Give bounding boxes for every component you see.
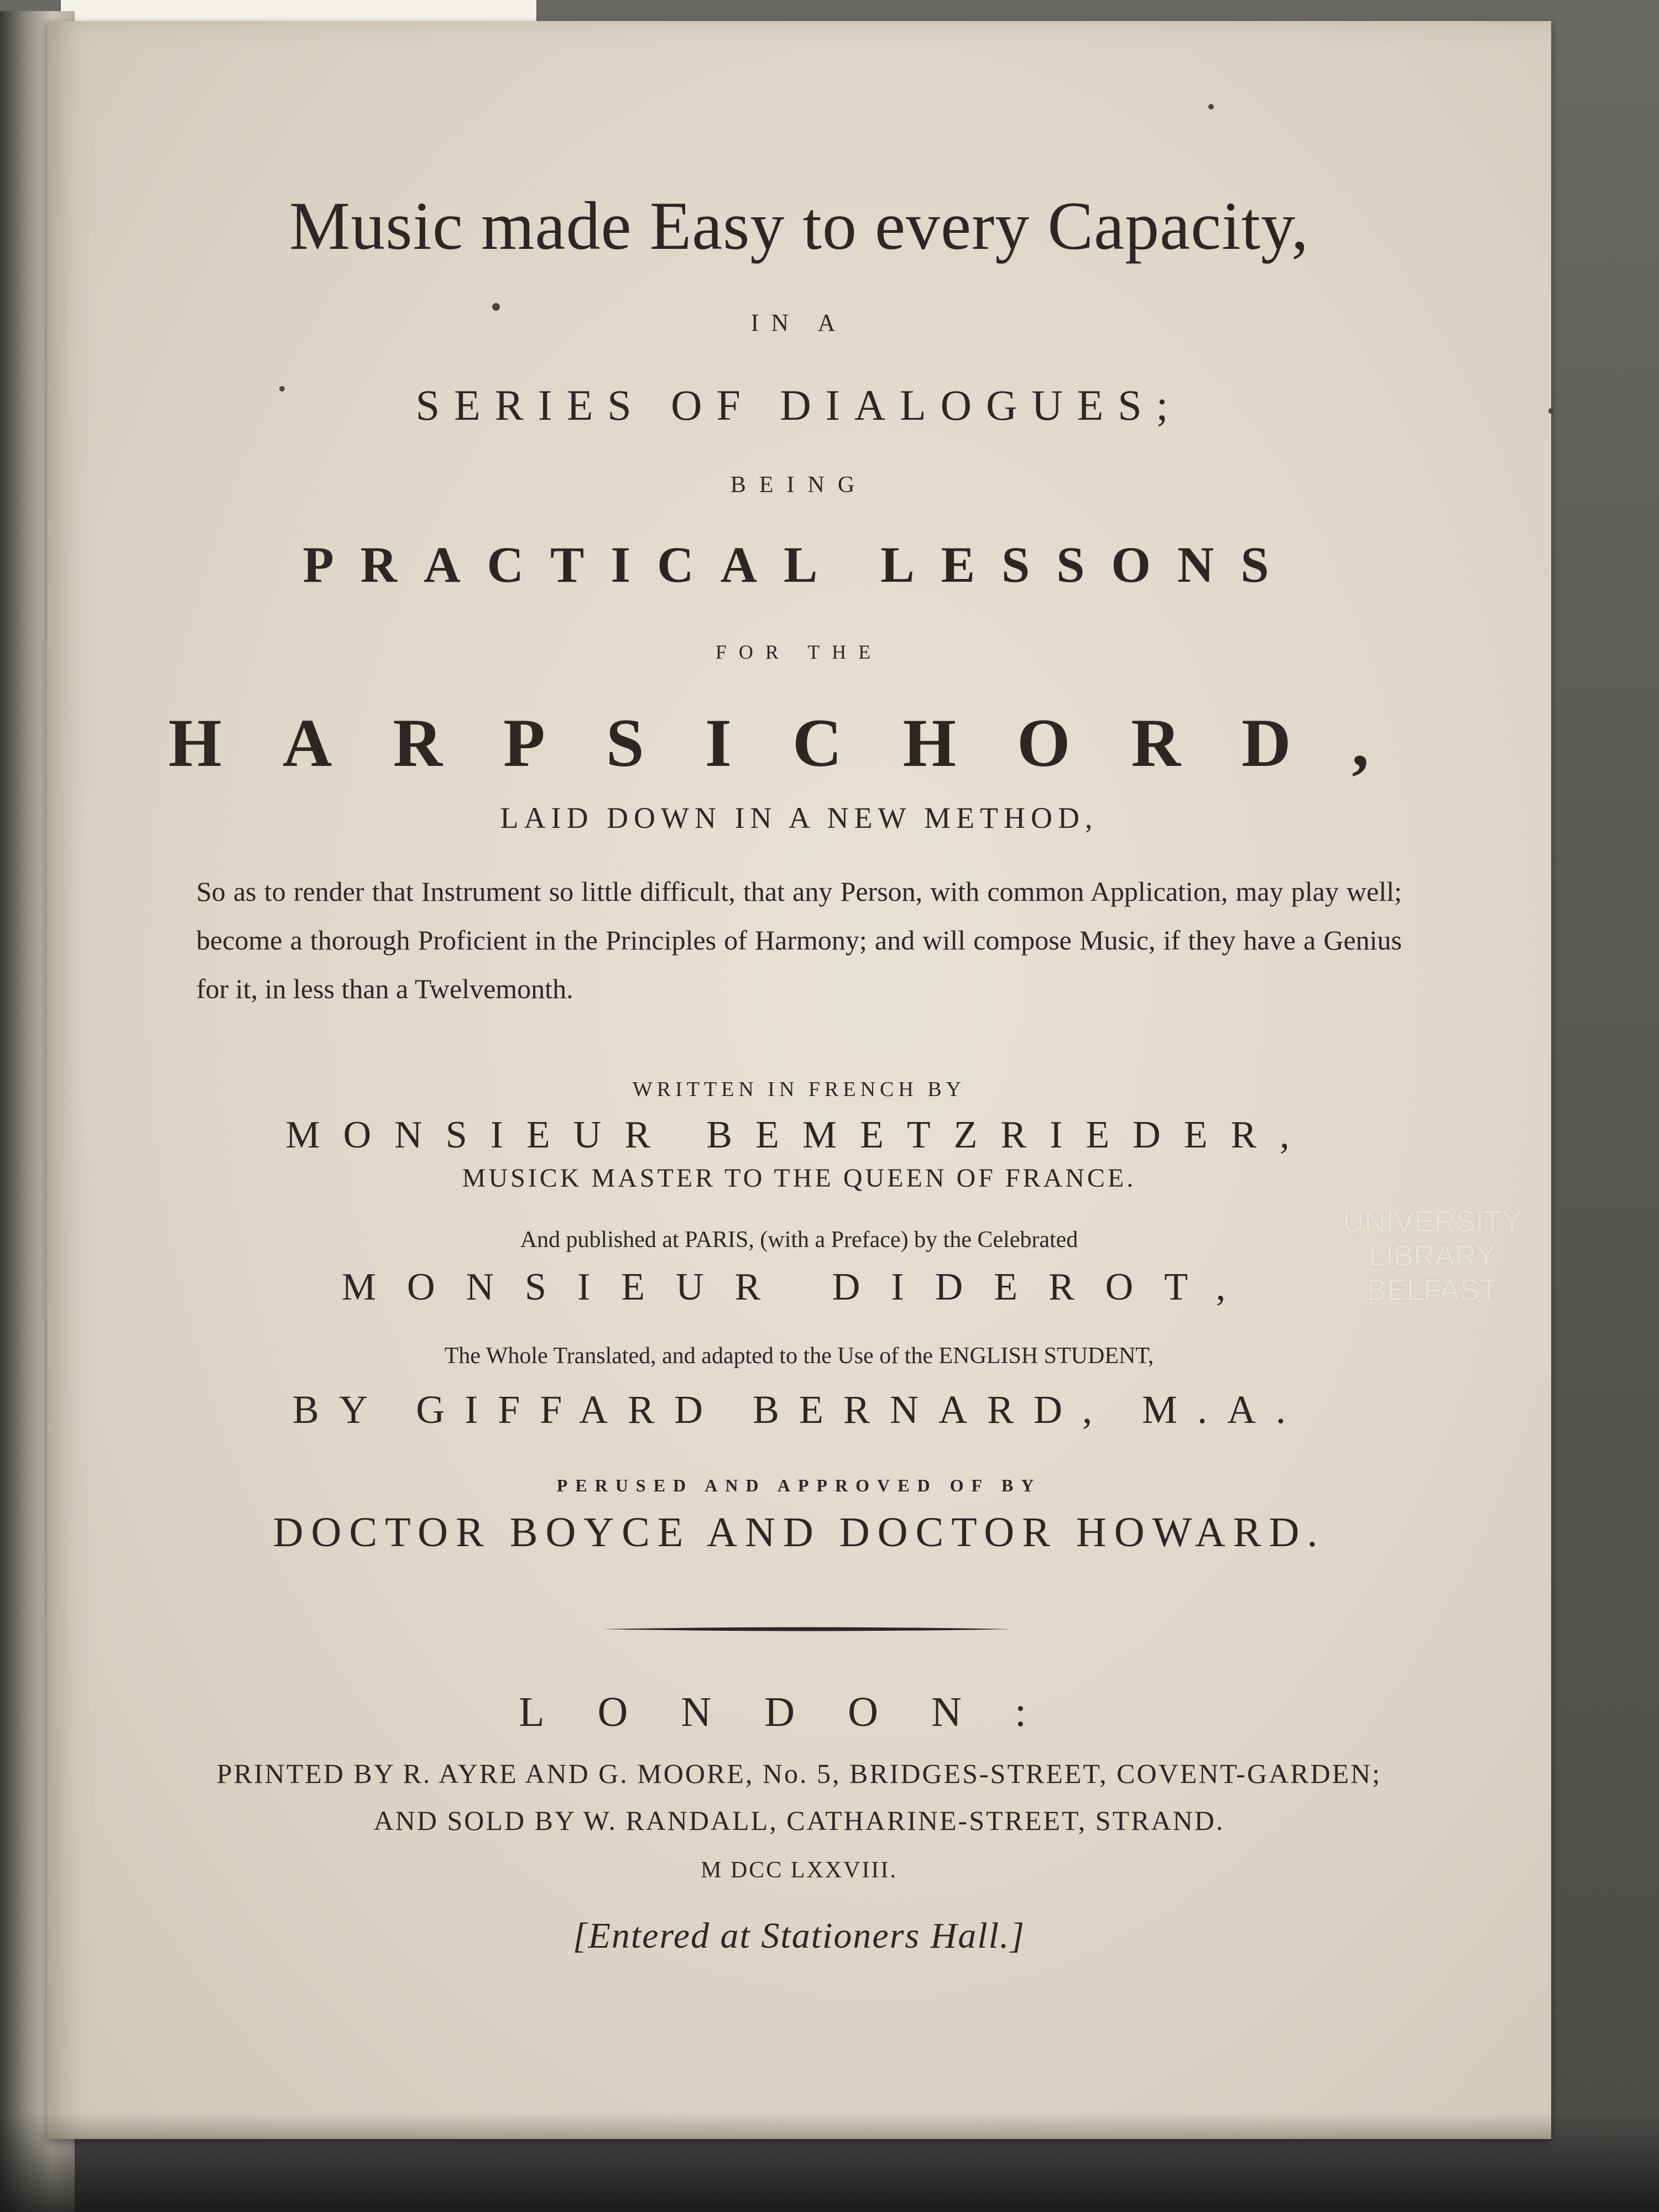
ink-speck (1548, 408, 1554, 414)
approval-line: PERUSED AND APPROVED OF BY (556, 1475, 1042, 1495)
stamp-line: BELFAST (1366, 1274, 1498, 1307)
ink-speck (279, 386, 285, 392)
imprint-place: LONDON: (519, 1689, 1079, 1735)
title-connector-in-a: IN A (750, 309, 848, 336)
entered-note: [Entered at Stationers Hall.] (572, 1916, 1026, 1956)
book-title: Music made Easy to every Capacity, (289, 188, 1310, 264)
seller-line: AND SOLD BY W. RANDALL, CATHARINE-STREET, STRAND. (373, 1805, 1225, 1836)
translated-line: The Whole Translated, and adapted to the Use of the ENGLISH STUDENT, (444, 1343, 1154, 1369)
published-line: And published at PARIS, (with a Preface) by the Celebrated (520, 1227, 1078, 1253)
ornamental-rule (603, 1625, 1012, 1634)
being-line: BEING (730, 472, 868, 498)
ink-speck (1208, 104, 1214, 109)
approvers-line: DOCTOR BOYCE AND DOCTOR HOWARD. (273, 1509, 1326, 1556)
translator-name: BY GIFFARD BERNARD, M.A. (292, 1387, 1306, 1432)
stamp-line: UNIVERSITY (1342, 1205, 1522, 1238)
preface-author: MONSIEUR DIDEROT, (341, 1266, 1257, 1308)
written-by-line: WRITTEN IN FRENCH BY (632, 1078, 966, 1101)
description-paragraph: So as to render that Instrument so little difficult, that any Person, with common Application, may play well; become a thorough Proficient in the Principles of Harmony; and will compose Music, if they have a Genius for it, in less than a Twelvemonth. (196, 876, 1402, 1004)
practical-lessons-line: PRACTICAL LESSONS (302, 536, 1296, 593)
harpsichord-line: HARPSICHORD, (168, 705, 1430, 781)
bottom-shadow (0, 2112, 1659, 2212)
series-line: SERIES OF DIALOGUES; (415, 381, 1183, 429)
title-page (47, 21, 1551, 2139)
author-name: MONSIEUR BEMETZRIEDER, (285, 1114, 1313, 1156)
for-the-line: FOR THE (715, 641, 883, 663)
author-title: MUSICK MASTER TO THE QUEEN OF FRANCE. (462, 1164, 1136, 1193)
method-line: LAID DOWN IN A NEW METHOD, (500, 801, 1098, 834)
ink-speck (492, 303, 500, 311)
imprint-year: M DCC LXXVIII. (701, 1858, 898, 1883)
library-blind-stamp (1313, 1204, 1551, 1310)
stamp-line: LIBRARY (1368, 1239, 1496, 1272)
printer-line: PRINTED BY R. AYRE AND G. MOORE, No. 5, BRIDGES-STREET, COVENT-GARDEN; (216, 1758, 1382, 1789)
